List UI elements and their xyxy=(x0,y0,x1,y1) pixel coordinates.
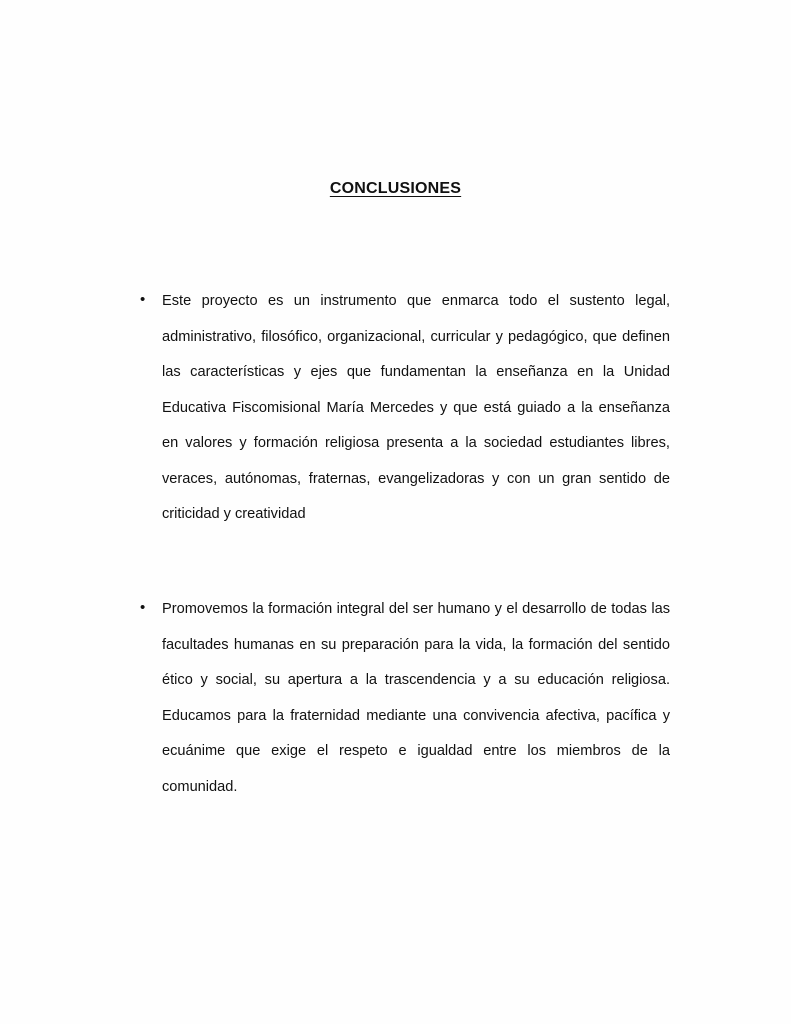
list-item xyxy=(130,592,670,805)
conclusion-paragraph-2: Promovemos la formación integral del ser humano y el desarrollo de todas las facultades humanas en su preparación para la vida, la formación del sentido ético y social, su apertura a la trascendencia y a su educación religiosa. Educamos para la fraternidad mediante una convivencia afectiva, pacífica y ecuánime que exige el respeto e igualdad entre los miembros de la comunidad. xyxy=(162,601,670,795)
bullet-icon: • xyxy=(140,599,146,616)
page-title: CONCLUSIONES xyxy=(329,180,462,197)
list-item xyxy=(130,284,670,533)
bullet-icon: • xyxy=(140,291,146,308)
conclusion-paragraph-1: Este proyecto es un instrumento que enmarca todo el sustento legal, administrativo, filosófico, organizacional, curricular y pedagógico, que definen las características y ejes que fundamentan la enseñanza en la Unidad Educativa Fiscomisional María Mercedes y que está guiado a la enseñanza en valores y formación religiosa presenta a la sociedad estudiantes libres, veraces, autónomas, fraternas, evangelizadoras y con un gran sentido de criticidad y creatividad xyxy=(162,293,670,522)
